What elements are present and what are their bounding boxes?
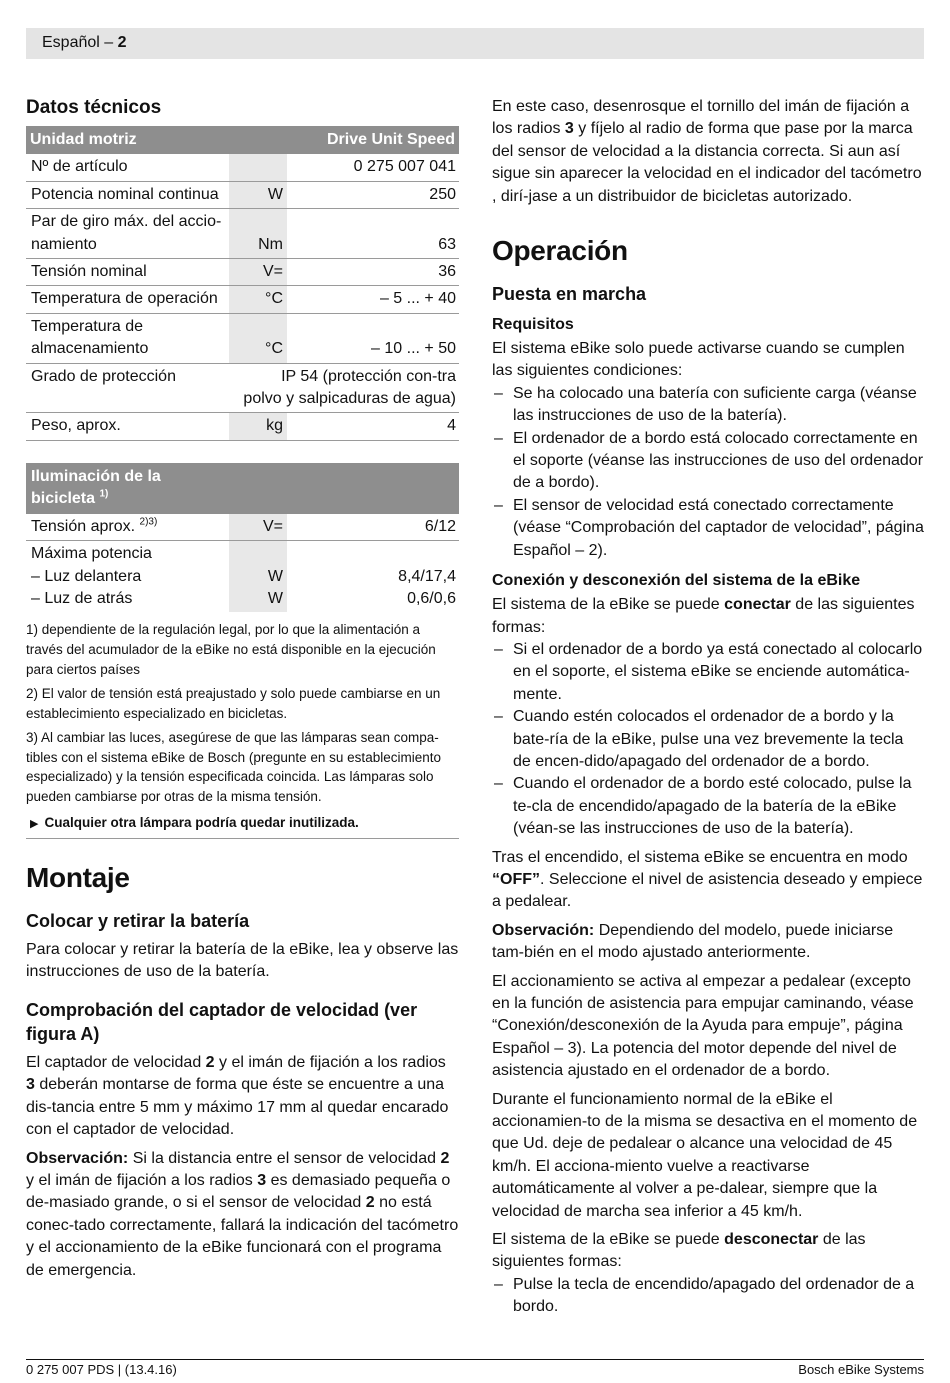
row-unit: °C: [229, 313, 287, 363]
row-value: 250: [287, 181, 459, 208]
row-label-text: – Luz de atrás: [31, 589, 133, 607]
drive-unit-header-left: Unidad motriz: [26, 126, 287, 154]
lighting-table-header: [26, 463, 459, 514]
row-value: 0 275 007 041: [287, 154, 459, 181]
row-value: – 5 ... + 40: [287, 286, 459, 313]
left-column: [26, 96, 459, 1288]
requisitos-title: Requisitos: [492, 316, 574, 334]
row-unit: V=: [229, 514, 287, 541]
row-value: [287, 541, 459, 613]
row-value: 6/12: [287, 514, 459, 541]
lighting-header-label: Iluminación de la bicicleta: [31, 467, 161, 508]
table-row: [26, 514, 459, 541]
row-label: Par de giro máx. del accio-namiento: [26, 209, 229, 259]
row-unit: kg: [229, 413, 287, 440]
row-unit: W: [229, 181, 287, 208]
bateria-text: Para colocar y retirar la batería de la eBike, lea y observe las instrucciones de uso de la batería.: [26, 941, 459, 981]
table-row: [26, 209, 459, 259]
warning-text: Cualquier otra lámpara podría quedar inutilizada.: [44, 814, 359, 830]
header-language: Español: [42, 34, 100, 51]
row-label: Potencia nominal continua: [26, 181, 229, 208]
footer-doc-id: 0 275 007 PDS | (13.4.16): [26, 1362, 177, 1377]
right-column: [492, 96, 924, 1325]
list-item: – Cuando estén colocados el ordenador de a bordo y la bate-ría de la eBike, pulse una vez brevemente la tecla de encen-dido/apagado del ordenador de a bordo.: [492, 706, 924, 773]
row-label: Temperatura de almacenamiento: [26, 313, 229, 363]
drive-unit-header-right: Drive Unit Speed: [287, 126, 459, 154]
header-text: [42, 34, 127, 52]
table-row: [26, 154, 459, 181]
puesta-title: Puesta en marcha: [492, 284, 647, 305]
row-label-text: Máxima potencia: [31, 545, 152, 563]
row-unit-text: W: [267, 567, 283, 585]
row-sup: 2)3): [139, 516, 158, 528]
row-value: 4: [287, 413, 459, 440]
footer-rule: [26, 1359, 924, 1360]
table-row: [26, 413, 459, 440]
row-value-text: 0,6/0,6: [407, 589, 456, 607]
table-row: [26, 181, 459, 208]
row-value: – 10 ... + 50: [287, 313, 459, 363]
row-label: Nº de artículo: [26, 154, 229, 181]
row-unit: °C: [229, 286, 287, 313]
table-row: [26, 363, 459, 413]
row-unit-text: W: [267, 589, 283, 607]
row-label-text: Tensión aprox.: [31, 517, 136, 535]
conexion-intro: El sistema de la eBike se puede conectar de las siguientes formas:: [492, 596, 915, 636]
drive-unit-table-header: [26, 126, 459, 154]
footnotes: [26, 620, 459, 806]
tras-paragraph: Tras el encendido, el sistema eBike se encuentra en modo “OFF”. Seleccione el nivel de asistencia deseado y empiece a pedalear.: [492, 848, 923, 911]
lighting-table: [26, 463, 459, 612]
montaje-title: Montaje: [26, 862, 130, 894]
footnote: 2) El valor de tensión está preajustado y solo puede cambiarse en un establecimiento especializado en bicicletas.: [26, 686, 441, 721]
operacion-title: Operación: [492, 235, 628, 267]
row-label: Temperatura de operación: [26, 286, 229, 313]
footer-brand: Bosch eBike Systems: [798, 1362, 924, 1377]
row-label: [26, 514, 229, 541]
list-item: – Si el ordenador de a bordo ya está conectado al colocarlo en el soporte, el sistema eBike se enciende automática-mente.: [492, 639, 924, 706]
triangle-bullet-icon: ▶: [30, 817, 39, 830]
row-label: Tensión nominal: [26, 259, 229, 286]
row-value: 63: [287, 209, 459, 259]
list-item: – Cuando el ordenador de a bordo esté colocado, pulse la te-cla de encendido/apagado de la batería de la eBike (véan-se las instrucciones de uso de la batería).: [492, 773, 924, 840]
datos-tecnicos-title: Datos técnicos: [26, 97, 162, 118]
row-unit: V=: [229, 259, 287, 286]
lighting-header: [26, 463, 229, 514]
header-page-number: 2: [117, 34, 127, 51]
page-header: [26, 28, 924, 59]
desconectar-list: [492, 1274, 924, 1319]
drive-unit-table: [26, 126, 459, 441]
lighting-header-sup: 1): [99, 488, 109, 500]
observacion2-paragraph: Observación: Dependiendo del modelo, puede iniciarse tam-bién en el modo ajustado anteriormente.: [492, 921, 894, 962]
captador-paragraph: El captador de velocidad 2 y el imán de fijación a los radios 3 deberán montarse de forma que éste se encuentre a una dis-tancia entre 5 mm y máximo 17 mm al quedar encarado con el captador de velocidad.: [26, 1053, 449, 1139]
captador-title: Comprobación del captador de velocidad (ver figura A): [26, 999, 418, 1044]
table-row: [26, 259, 459, 286]
warning: [26, 812, 459, 839]
list-item: – Pulse la tecla de encendido/apagado del ordenador de a bordo.: [492, 1274, 924, 1319]
accionamiento-paragraph: El accionamiento se activa al empezar a pedalear (excepto en la función de asistencia para empujar caminando, véase “Conexión/desconexión de la Ayuda para empuje”, página Español – 3). La potencia del motor depende del nivel de asistencia ajustado en el ordenador de a bordo.: [492, 972, 914, 1080]
table-row: [26, 541, 459, 613]
row-label: Grado de protección: [26, 363, 229, 413]
row-value: IP 54 (protección con-tra polvo y salpicaduras de agua): [229, 363, 459, 413]
conexion-list: [492, 639, 924, 841]
row-unit: [229, 541, 287, 613]
footnote: 1) dependiente de la regulación legal, por lo que la alimentación a través del acumulador de la eBike no está disponible en la ejecución para ciertos países: [26, 622, 436, 677]
table-row: [26, 286, 459, 313]
list-item: – Se ha colocado una batería con suficiente carga (véanse las instrucciones de uso de la batería).: [492, 383, 924, 428]
row-label: Peso, aprox.: [26, 413, 229, 440]
footnote: 3) Al cambiar las luces, asegúrese de que las lámparas sean compa-tibles con el sistema eBike de Bosch (pregunte en su establecimiento especializado) y la tensión especificada coincida. Las lámparas solo pueden cambiarse por otras de la misma tensión.: [26, 730, 441, 805]
row-value: 36: [287, 259, 459, 286]
row-unit: Nm: [229, 209, 287, 259]
durante-paragraph: Durante el funcionamiento normal de la eBike el accionamien-to de la misma se desactiva en el momento de que Ud. deje de pedalear o alcance una velocidad de 45 km/h. El acciona-miento vuelve a reactivarse automáticamente al volver a pe-dalear, siempre que la velocidad de marcha sea inferior a 45 km/h.: [492, 1090, 918, 1220]
row-value-text: 8,4/17,4: [398, 567, 456, 585]
row-label: [26, 541, 229, 613]
table-row: [26, 313, 459, 363]
continuation-paragraph: En este caso, desenrosque el tornillo del imán de fijación a los radios 3 y fíjelo al radio de forma que pase por la marca del sensor de velocidad a la distancia correcta. Si aun así sigue sin aparecer la velocidad en el indicador del tacómetro , dirí-jase a un distribuidor de bicicletas autorizado.: [492, 98, 922, 205]
header-separator: –: [99, 34, 118, 51]
list-item: – El sensor de velocidad está conectado correctamente (véase “Comprobación del captador de velocidad”, página Español – 2).: [492, 495, 924, 562]
observacion-paragraph: Observación: Si la distancia entre el sensor de velocidad 2 y el imán de fijación a los radios 3 es demasiado pequeña o de-masiado grande, o si el sensor de velocidad 2 no está conec-tado correctamente, fallará la indicación del tacómetro y el accionamiento de la eBike funcionará con el programa de emergencia.: [26, 1149, 459, 1279]
list-item: – El ordenador de a bordo está colocado correctamente en el soporte (véanse las instrucciones de uso del ordenador de a bordo).: [492, 428, 924, 495]
row-label-text: – Luz delantera: [31, 567, 142, 585]
row-unit: [229, 154, 287, 181]
bateria-title: Colocar y retirar la batería: [26, 911, 250, 932]
requisitos-list: [492, 383, 924, 562]
requisitos-intro: El sistema eBike solo puede activarse cuando se cumplen las siguientes condiciones:: [492, 340, 905, 380]
conexion-title: Conexión y desconexión del sistema de la eBike: [492, 572, 861, 590]
desconectar-intro: El sistema de la eBike se puede desconectar de las siguientes formas:: [492, 1231, 866, 1271]
